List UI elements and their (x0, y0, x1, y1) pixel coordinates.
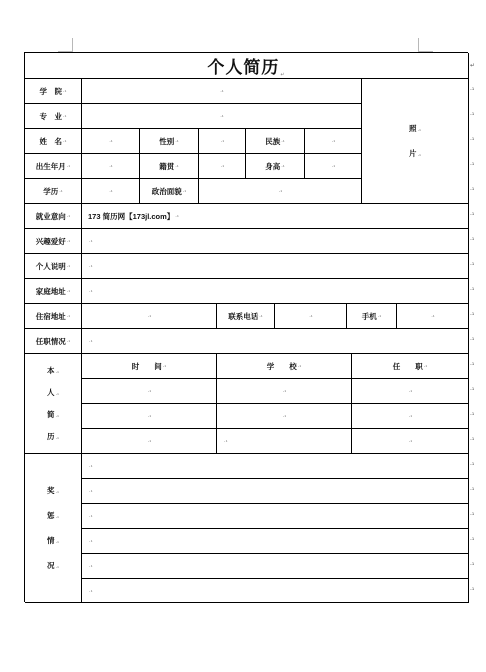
field-job-intent[interactable]: 173 简历网【173jl.com】 .₁ (82, 204, 469, 229)
row-end-mark: .₁ (470, 210, 475, 217)
row-end-mark: .₁ (470, 510, 475, 517)
history-row-1-school[interactable]: .₁ (217, 379, 352, 404)
awards-line-6[interactable]: .₁ (82, 579, 469, 603)
history-row-3-position[interactable]: .₁ (352, 429, 469, 454)
row-end-mark: .₁ (470, 160, 475, 167)
crop-mark-top-right-v (418, 38, 419, 52)
label-major: 专 业 .₁ (25, 104, 82, 129)
row-end-mark: .₁ (470, 85, 475, 92)
row-end-mark: .₁ (470, 235, 475, 242)
history-row-1-position[interactable]: .₁ (352, 379, 469, 404)
label-contact-phone: 联系电话 .₁ (217, 304, 275, 329)
label-personal: 个人说明 .₁ (25, 254, 82, 279)
row-end-mark: .₁ (470, 260, 475, 267)
field-hobbies[interactable]: .₁ (82, 229, 469, 254)
row-end-mark: .₁ (470, 310, 475, 317)
row-end-mark: .₁ (470, 485, 475, 492)
field-origin[interactable]: .₁ (199, 154, 246, 179)
row-end-mark: .₁ (470, 410, 475, 417)
resume-history-side-label: 本.₁ 人.₁ 简.₁ 历.₁ (25, 354, 82, 454)
label-origin: 籍贯 .₁ (140, 154, 199, 179)
history-row-2-school[interactable]: .₁ (217, 404, 352, 429)
field-contact-phone[interactable]: .₁ (275, 304, 347, 329)
label-name: 姓 名 .₁ (25, 129, 82, 154)
field-college[interactable]: .₁ (82, 79, 362, 104)
history-row-2-time[interactable]: .₁ (82, 404, 217, 429)
label-residence: 住宿地址 .₁ (25, 304, 82, 329)
field-major[interactable]: .₁ (82, 104, 362, 129)
history-row-1-time[interactable]: .₁ (82, 379, 217, 404)
awards-side-label: 奖.₁ 惩.₁ 情.₁ 况.₁ (25, 454, 82, 603)
page-title: 个人简历 ↵ (25, 53, 469, 79)
awards-line-5[interactable]: .₁ (82, 554, 469, 579)
photo-cell[interactable] (362, 79, 469, 204)
row-end-mark: .₁ (470, 110, 475, 117)
row-end-mark: .₁ (470, 360, 475, 367)
label-education: 学历 .₁ (25, 179, 82, 204)
field-positions[interactable]: .₁ (82, 329, 469, 354)
field-personal[interactable]: .₁ (82, 254, 469, 279)
row-end-mark: .₁ (470, 385, 475, 392)
history-header-position: 任 职 .₁ (352, 354, 469, 379)
awards-line-3[interactable]: .₁ (82, 504, 469, 529)
field-gender[interactable]: .₁ (199, 129, 246, 154)
field-ethnicity[interactable]: .₁ (305, 129, 362, 154)
label-address: 家庭地址 .₁ (25, 279, 82, 304)
row-end-mark: .₁ (470, 435, 475, 442)
field-education[interactable]: .₁ (82, 179, 140, 204)
field-mobile[interactable]: .₁ (397, 304, 469, 329)
label-gender: 性别 .₁ (140, 129, 199, 154)
crop-mark-top-left-v (72, 38, 73, 52)
row-end-mark: .₁ (470, 585, 475, 592)
photo-label-top: 照.₁ (408, 124, 422, 133)
history-row-3-school[interactable]: .₁ (217, 429, 352, 454)
label-ethnicity: 民族 .₁ (246, 129, 305, 154)
row-end-mark: .₁ (470, 285, 475, 292)
label-political: 政治面貌 .₁ (140, 179, 199, 204)
row-end-mark: .₁ (470, 335, 475, 342)
field-birth[interactable]: .₁ (82, 154, 140, 179)
row-end-mark: ↵ (470, 62, 476, 69)
label-job-intent: 就业意向 .₁ (25, 204, 82, 229)
awards-line-4[interactable]: .₁ (82, 529, 469, 554)
label-college: 学 院 .₁ (25, 79, 82, 104)
field-height[interactable]: .₁ (305, 154, 362, 179)
row-end-mark: .₁ (470, 535, 475, 542)
photo-label-bottom: 片.₁ (408, 149, 422, 158)
field-name[interactable]: .₁ (82, 129, 140, 154)
field-residence[interactable]: .₁ (82, 304, 217, 329)
label-height: 身高 .₁ (246, 154, 305, 179)
label-mobile: 手机 .₁ (347, 304, 397, 329)
history-row-2-position[interactable]: .₁ (352, 404, 469, 429)
row-end-mark: .₁ (470, 185, 475, 192)
label-birth: 出生年月 .₁ (25, 154, 82, 179)
awards-line-1[interactable]: .₁ (82, 454, 469, 479)
awards-line-2[interactable]: .₁ (82, 479, 469, 504)
history-header-school: 学 校 .₁ (217, 354, 352, 379)
row-end-mark: .₁ (470, 560, 475, 567)
row-end-mark: .₁ (470, 460, 475, 467)
resume-table (24, 52, 468, 602)
field-political[interactable]: .₁ (199, 179, 362, 204)
history-row-3-time[interactable]: .₁ (82, 429, 217, 454)
label-positions: 任职情况 .₁ (25, 329, 82, 354)
field-address[interactable]: .₁ (82, 279, 469, 304)
row-end-mark: .₁ (470, 135, 475, 142)
label-hobbies: 兴趣爱好 .₁ (25, 229, 82, 254)
history-header-time: 时 间 .₁ (82, 354, 217, 379)
